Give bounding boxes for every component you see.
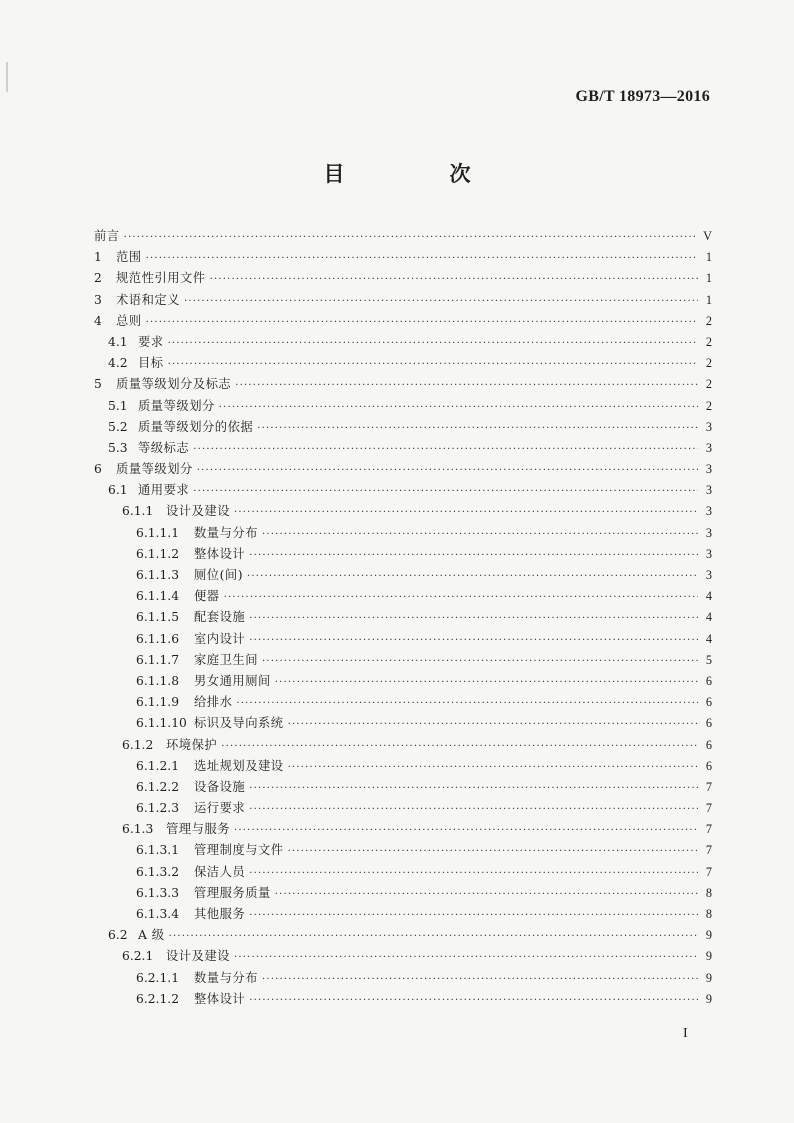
toc-entry-number: 6.1.3.2	[136, 864, 180, 879]
toc-entry[interactable]	[94, 438, 712, 459]
toc-entry-page: 7	[705, 801, 712, 816]
toc-leader-dots	[234, 947, 698, 968]
toc-entry[interactable]	[94, 756, 712, 777]
toc-entry-number: 6.1.1.3	[136, 568, 180, 582]
toc-entry-number: 6.1.1.7	[136, 652, 180, 667]
toc-entry-title: 家庭卫生间	[194, 652, 258, 667]
toc-entry-number: 6.2.1	[122, 949, 154, 964]
toc-entry-page: 3	[705, 483, 712, 498]
toc-entry-title: 总则	[116, 313, 142, 328]
toc-entry[interactable]	[94, 735, 712, 756]
toc-entry[interactable]	[94, 692, 712, 713]
toc-entry[interactable]	[94, 353, 712, 374]
toc-entry-number: 6.1.2.2	[136, 779, 180, 794]
toc-entry-number: 6.1.3	[122, 822, 154, 837]
toc-entry-number: 6.1.1.1	[136, 525, 180, 540]
toc-entry-number: 6.1	[108, 483, 128, 498]
toc-entry[interactable]	[94, 290, 712, 311]
toc-entry-page: 7	[705, 822, 712, 837]
toc-entry-page: 8	[705, 885, 712, 900]
toc-entry[interactable]	[94, 883, 712, 904]
toc-entry-page: 6	[705, 758, 712, 773]
toc-leader-dots	[184, 291, 698, 312]
toc-entry-number: 6.1.1.2	[136, 546, 180, 561]
toc-leader-dots	[249, 778, 698, 799]
toc-entry-title: 厕位(间)	[194, 568, 243, 582]
toc-entry-title: 配套设施	[194, 610, 246, 625]
toc-entry-title: 整体设计	[194, 546, 246, 561]
toc-leader-dots	[169, 926, 698, 947]
toc-entry-title: A 级	[138, 928, 165, 943]
toc-entry[interactable]	[94, 396, 712, 417]
toc-entry[interactable]	[94, 968, 712, 989]
toc-leader-dots	[249, 863, 698, 884]
toc-entry[interactable]	[94, 798, 712, 819]
toc-entry-page: 5	[705, 652, 712, 667]
toc-entry-title: 通用要求	[138, 483, 190, 498]
toc-entry-title: 便器	[194, 589, 220, 604]
toc-leader-dots	[224, 587, 698, 608]
toc-entry-title: 前言	[94, 229, 120, 243]
toc-leader-dots	[262, 651, 698, 672]
toc-entry-page: 1	[705, 292, 712, 307]
toc-leader-dots	[257, 418, 698, 439]
toc-entry-title: 设计及建设	[166, 949, 230, 964]
toc-entry-page: 6	[705, 716, 712, 731]
toc-leader-dots	[235, 375, 698, 396]
toc-entry-title: 质量等级划分及标志	[116, 377, 232, 392]
toc-leader-dots	[221, 736, 698, 757]
toc-leader-dots	[249, 799, 698, 820]
toc-entry-number: 6.1.1	[122, 504, 154, 519]
toc-entry-page: 3	[705, 546, 712, 561]
toc-leader-dots	[247, 566, 698, 587]
toc-entry[interactable]	[94, 459, 712, 480]
toc-entry-title: 管理制度与文件	[194, 843, 284, 858]
toc-leader-dots	[124, 227, 698, 248]
toc-entry-page: 2	[705, 356, 712, 371]
toc-leader-dots	[193, 439, 698, 460]
toc-leader-dots	[219, 397, 698, 418]
toc-entry-page: 7	[705, 843, 712, 858]
table-of-contents	[94, 226, 712, 1010]
toc-leader-dots	[193, 481, 698, 502]
toc-leader-dots	[275, 672, 698, 693]
toc-entry[interactable]	[94, 819, 712, 840]
toc-entry[interactable]	[94, 374, 712, 395]
toc-entry[interactable]	[94, 480, 712, 501]
toc-entry-page: 9	[705, 991, 712, 1006]
toc-leader-dots	[234, 820, 698, 841]
toc-entry-page: 2	[705, 313, 712, 328]
toc-entry[interactable]	[94, 417, 712, 438]
toc-entry-title: 范围	[116, 250, 142, 265]
toc-entry[interactable]	[94, 629, 712, 650]
toc-entry-number: 6.1.2	[122, 737, 154, 752]
toc-entry-title: 等级标志	[138, 440, 190, 455]
toc-entry-number: 6.1.2.1	[136, 758, 180, 773]
toc-entry[interactable]	[94, 904, 712, 925]
toc-entry-title: 管理服务质量	[194, 885, 271, 900]
toc-entry-number: 6.1.1.5	[136, 610, 180, 625]
page-binding-edge	[6, 62, 8, 92]
toc-entry-number: 4	[94, 313, 102, 328]
toc-entry-page: 3	[705, 525, 712, 540]
toc-leader-dots	[168, 333, 698, 354]
toc-entry-number: 6.1.1.4	[136, 589, 180, 604]
toc-entry[interactable]	[94, 989, 712, 1010]
toc-entry-number: 6.1.3.1	[136, 843, 180, 858]
toc-entry[interactable]	[94, 671, 712, 692]
toc-entry-number: 6.1.2.3	[136, 801, 180, 816]
toc-entry-title: 术语和定义	[116, 292, 180, 307]
toc-entry-page: 3	[705, 504, 712, 519]
toc-entry-number: 2	[94, 271, 102, 286]
toc-entry-page: V	[703, 229, 712, 243]
toc-entry-page: 1	[705, 271, 712, 286]
toc-entry-number: 6.2.1.2	[136, 991, 180, 1006]
toc-entry-title: 室内设计	[194, 631, 246, 646]
toc-entry-title: 规范性引用文件	[116, 271, 206, 286]
toc-entry-title: 设计及建设	[166, 504, 230, 519]
toc-entry-title: 设备设施	[194, 779, 246, 794]
toc-entry-title: 男女通用厕间	[194, 673, 271, 688]
toc-entry-number: 6.1.1.6	[136, 631, 180, 646]
toc-entry[interactable]	[94, 501, 712, 522]
toc-entry-page: 7	[705, 779, 712, 794]
toc-entry[interactable]	[94, 925, 712, 946]
toc-entry-page: 2	[705, 377, 712, 392]
toc-entry[interactable]	[94, 311, 712, 332]
toc-entry-number: 5	[94, 377, 102, 392]
toc-leader-dots	[146, 312, 698, 333]
toc-entry-page: 3	[705, 419, 712, 434]
toc-entry-page: 3	[705, 568, 712, 582]
toc-entry-number: 4.1	[108, 334, 128, 349]
page-number: I	[683, 1026, 688, 1041]
toc-entry-title: 要求	[138, 334, 164, 349]
toc-entry-number: 5.3	[108, 440, 128, 455]
toc-leader-dots	[146, 248, 698, 269]
toc-entry-page: 6	[705, 695, 712, 710]
toc-entry-number: 6	[94, 462, 102, 477]
toc-entry-number: 6.1.1.9	[136, 695, 180, 710]
toc-entry[interactable]	[94, 862, 712, 883]
toc-entry[interactable]	[94, 607, 712, 628]
toc-entry-page: 4	[705, 610, 712, 625]
toc-entry-page: 6	[705, 737, 712, 752]
toc-entry-number: 6.2	[108, 928, 128, 943]
toc-entry-page: 3	[705, 440, 712, 455]
toc-entry-number: 1	[94, 250, 102, 265]
toc-entry-page: 6	[705, 673, 712, 688]
toc-entry-number: 6.1.1.10	[136, 716, 187, 731]
toc-entry-page: 8	[705, 907, 712, 921]
toc-entry[interactable]	[94, 586, 712, 607]
toc-entry[interactable]	[94, 777, 712, 798]
toc-entry-title: 给排水	[194, 695, 233, 710]
toc-entry-page: 2	[705, 334, 712, 349]
toc-entry-title: 其他服务	[194, 907, 246, 921]
toc-entry[interactable]	[94, 268, 712, 289]
toc-entry-title: 质量等级划分的依据	[138, 419, 254, 434]
toc-leader-dots	[275, 884, 698, 905]
toc-entry-page: 3	[705, 462, 712, 477]
toc-entry-number: 3	[94, 292, 102, 307]
toc-entry-title: 质量等级划分	[138, 398, 215, 413]
toc-entry[interactable]	[94, 840, 712, 861]
toc-entry-number: 6.1.1.8	[136, 673, 180, 688]
toc-entry[interactable]	[94, 713, 712, 734]
toc-entry-number: 6.2.1.1	[136, 970, 180, 985]
toc-leader-dots	[168, 354, 698, 375]
toc-entry-number: 5.1	[108, 398, 128, 413]
toc-leader-dots	[262, 524, 698, 545]
toc-entry[interactable]	[94, 226, 712, 247]
toc-entry[interactable]	[94, 946, 712, 967]
toc-entry-title: 运行要求	[194, 801, 246, 816]
toc-leader-dots	[234, 502, 698, 523]
toc-leader-dots	[197, 460, 698, 481]
toc-leader-dots	[288, 714, 698, 735]
toc-entry[interactable]	[94, 650, 712, 671]
standard-code: GB/T 18973—2016	[575, 88, 710, 105]
toc-entry-page: 1	[705, 250, 712, 265]
toc-leader-dots	[249, 630, 698, 651]
page-title: 目 次	[323, 161, 513, 186]
toc-entry-title: 数量与分布	[194, 970, 258, 985]
toc-entry-page: 7	[705, 864, 712, 879]
toc-entry[interactable]	[94, 523, 712, 544]
toc-leader-dots	[262, 969, 698, 990]
toc-entry-number: 6.1.3.4	[136, 907, 180, 921]
toc-entry-number: 6.1.3.3	[136, 885, 180, 900]
toc-entry[interactable]	[94, 565, 712, 586]
toc-entry-title: 保洁人员	[194, 864, 246, 879]
toc-entry-page: 2	[705, 398, 712, 413]
toc-leader-dots	[249, 545, 698, 566]
toc-entry-page: 9	[705, 970, 712, 985]
toc-entry-page: 4	[705, 631, 712, 646]
toc-leader-dots	[249, 608, 698, 629]
toc-entry-title: 标识及导向系统	[194, 716, 284, 731]
toc-leader-dots	[288, 841, 698, 862]
toc-entry-page: 4	[705, 589, 712, 604]
toc-entry-title: 选址规划及建设	[194, 758, 284, 773]
toc-entry-title: 整体设计	[194, 991, 246, 1006]
toc-leader-dots	[236, 693, 698, 714]
toc-leader-dots	[249, 905, 698, 926]
toc-entry-title: 数量与分布	[194, 525, 258, 540]
toc-entry-page: 9	[705, 949, 712, 964]
toc-entry-title: 目标	[138, 356, 164, 371]
toc-entry-title: 质量等级划分	[116, 462, 193, 477]
toc-entry-page: 9	[705, 928, 712, 943]
toc-entry-number: 4.2	[108, 356, 128, 371]
toc-entry[interactable]	[94, 247, 712, 268]
toc-leader-dots	[210, 269, 698, 290]
toc-entry[interactable]	[94, 544, 712, 565]
toc-entry[interactable]	[94, 332, 712, 353]
toc-leader-dots	[288, 757, 698, 778]
toc-entry-title: 环境保护	[166, 737, 218, 752]
toc-entry-title: 管理与服务	[166, 822, 230, 837]
toc-entry-number: 5.2	[108, 419, 128, 434]
toc-leader-dots	[249, 990, 698, 1011]
